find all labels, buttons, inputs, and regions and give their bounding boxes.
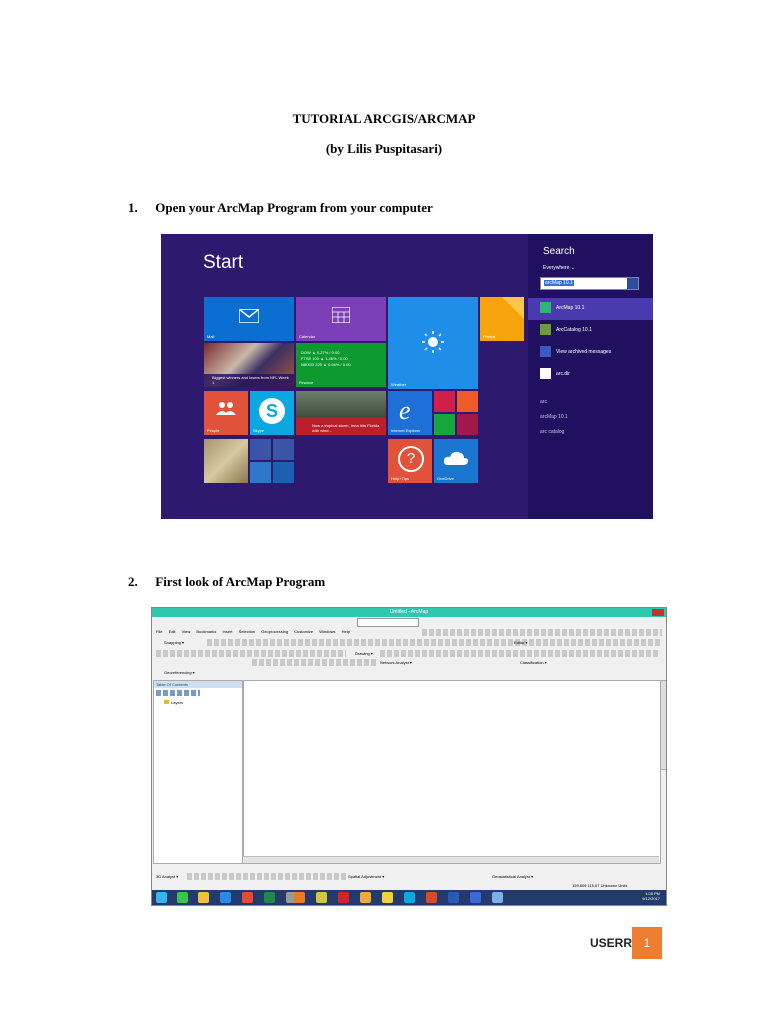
app-icon[interactable] [360, 892, 371, 903]
search-result-label: arc.dir [556, 370, 570, 377]
help-tile-label: Help+Tips [391, 476, 409, 481]
step-2 [128, 574, 325, 590]
finance-row: FTSE 100 ▲ 1.46% / 0.00 [301, 356, 348, 361]
internet-explorer-icon: e [399, 396, 411, 425]
finance-row: NIKKEI 225 ▲ 0.66% / 0.00 [301, 362, 351, 367]
menu-customize[interactable]: Customize [294, 629, 314, 634]
taskbar-clock[interactable] [642, 891, 660, 901]
photos-tile [480, 297, 524, 341]
windows-taskbar [152, 890, 666, 905]
spatial-adjustment-toolbar[interactable]: Spatial Adjustment ▾ [348, 874, 385, 879]
search-result-arcdir[interactable] [540, 368, 570, 379]
people-tile-label: People [207, 428, 220, 433]
calendar-tile-label: Calendar [299, 334, 316, 339]
step-2-number: 2. [128, 574, 138, 589]
menu-file[interactable]: File [156, 629, 163, 634]
photos-corner-shape [502, 297, 524, 319]
network-analyst-toolbar[interactable]: Network Analyst ▾ [380, 660, 412, 665]
excel-icon[interactable] [264, 892, 275, 903]
people-tile [204, 391, 248, 435]
search-scope[interactable] [543, 265, 575, 271]
reader-tile [273, 462, 294, 483]
arcmap-titlebar [152, 608, 666, 617]
layers-icon [164, 700, 169, 704]
menu-windows[interactable]: Windows [319, 629, 336, 634]
search-icon[interactable] [627, 278, 638, 289]
camera-tile [457, 414, 478, 435]
skype-tile-label: Skype [253, 428, 265, 433]
photos-tile-label: Photos [483, 334, 496, 339]
file-icon [540, 368, 551, 379]
sports-tile [204, 343, 294, 387]
weather-tile-label: Weather [391, 382, 407, 387]
toolbar-strip[interactable] [207, 639, 662, 646]
clock-date: 9/12/2017 [642, 896, 660, 901]
flag-icon [540, 346, 551, 357]
search-result-label: ArcMap 10.1 [556, 304, 585, 311]
search-icon[interactable] [492, 892, 503, 903]
news-tile-label: Now a tropical storm, Irma hits Florida with wind... [312, 423, 380, 433]
store-tile [250, 462, 271, 483]
search-query: arcMap 10.1 [545, 280, 573, 286]
powerpoint-icon[interactable] [426, 892, 437, 903]
menu-help[interactable]: Help [341, 629, 350, 634]
side-dock[interactable] [660, 680, 667, 770]
music-tile [457, 391, 478, 412]
search-result-arccatalog[interactable] [540, 324, 592, 335]
arcmap-screenshot [151, 607, 667, 906]
toc-toolbar[interactable] [156, 690, 200, 696]
georeferencing-toolbar[interactable]: Georeferencing ▾ [164, 670, 195, 675]
calendar-tile [296, 297, 386, 341]
clock-time: 1:28 PM [645, 891, 660, 896]
chevron-down-icon: ⌄ [570, 265, 575, 271]
scale-combobox[interactable] [357, 618, 419, 627]
cloud-icon [443, 450, 469, 466]
menu-view[interactable]: View [181, 629, 191, 634]
step-1-text: Open your ArcMap Program from your computer [155, 200, 433, 215]
search-result-arcmap[interactable] [540, 302, 584, 313]
search-input[interactable] [540, 277, 639, 290]
search-result-label: View archived messages [556, 348, 612, 355]
start-label: Start [203, 252, 244, 273]
step-1-number: 1. [128, 200, 138, 215]
ie-tile-label: Internet Explorer [391, 428, 421, 433]
drawing-toolbar[interactable]: Drawing ▾ [355, 651, 373, 656]
toolbar-strip[interactable] [380, 650, 660, 657]
sun-icon [422, 331, 444, 353]
onedrive-tile-label: OneDrive [437, 476, 454, 481]
skype-tile [250, 391, 294, 435]
sports-tile-label: Biggest winners and losers from NFL Week 1 [212, 375, 289, 385]
search-pane-title: Search [543, 246, 575, 257]
toolbar-strip[interactable] [156, 650, 346, 657]
editor-toolbar[interactable]: Editor ▾ [514, 640, 528, 645]
desktop-tile [204, 439, 248, 483]
windows-logo-icon[interactable] [156, 892, 167, 903]
toolbar-strip[interactable] [422, 629, 662, 636]
footer-user: USERR [590, 936, 633, 950]
geostatistical-analyst-toolbar[interactable]: Geostatistical Analyst ▾ [492, 874, 534, 879]
arcmap-window-title: Untitled - ArcMap [389, 609, 429, 615]
help-icon: ? [398, 446, 424, 472]
mail-tile-label: Mail [207, 334, 215, 339]
map-view[interactable] [243, 680, 661, 864]
menu-edit[interactable]: Edit [168, 629, 176, 634]
search-result-label: ArcCatalog 10.1 [556, 326, 592, 333]
classification-toolbar[interactable]: Classification ▾ [520, 660, 547, 665]
doc-title: TUTORIAL ARCGIS/ARCMAP [292, 111, 476, 126]
calendar-icon [332, 307, 350, 323]
start-screen-screenshot [161, 234, 653, 519]
word-icon[interactable] [448, 892, 459, 903]
opera-icon[interactable] [338, 892, 349, 903]
search-scope-label: Everywhere [543, 265, 570, 271]
menu-selection[interactable]: Selection [238, 629, 256, 634]
internet-explorer-icon[interactable] [220, 892, 231, 903]
search-pane [528, 234, 653, 519]
close-button[interactable] [652, 609, 664, 616]
pc-settings-tile [250, 439, 271, 460]
app-icon[interactable] [470, 892, 481, 903]
line-icon[interactable] [177, 892, 188, 903]
onedrive-tile [434, 439, 478, 483]
page-number: 1 [632, 927, 662, 959]
map-scrollbar[interactable] [243, 856, 659, 863]
settings-tile [273, 439, 294, 460]
skype-icon: S [259, 398, 285, 424]
3d-analyst-toolbar[interactable]: 3D Analyst ▾ [156, 874, 179, 879]
mail-icon [239, 309, 259, 323]
finance-tile-label: Finance [299, 380, 314, 385]
snapping-toolbar[interactable]: Snapping ▾ [164, 640, 185, 645]
menu-bookmarks[interactable]: Bookmarks [196, 629, 217, 634]
search-suggestion[interactable]: arc catalog [540, 429, 565, 435]
toc-title: Table Of Contents [154, 681, 242, 688]
step-2-text: First look of ArcMap Program [155, 574, 326, 589]
games-tile [434, 414, 455, 435]
search-suggestion[interactable]: arcMap 10.1 [540, 414, 568, 420]
ie-tile [388, 391, 432, 435]
arccatalog-icon [540, 324, 551, 335]
menu-bar [156, 629, 355, 634]
folder-icon[interactable] [198, 892, 209, 903]
finance-tile [296, 343, 386, 387]
status-coords: 159.606 115.07 Unknown Units [572, 883, 628, 888]
search-result-messages[interactable] [540, 346, 611, 357]
firefox-icon[interactable] [294, 892, 305, 903]
video-tile [434, 391, 455, 412]
menu-insert[interactable]: Insert [222, 629, 233, 634]
toolbar-strip[interactable] [252, 659, 377, 666]
messenger-icon[interactable] [382, 892, 393, 903]
mail-tile [204, 297, 294, 341]
arcmap-icon [540, 302, 551, 313]
toc-layers-label: Layers [171, 700, 184, 705]
help-tile [388, 439, 432, 483]
table-of-contents [153, 680, 243, 864]
doc-author: (by Lilis Puspitasari) [325, 141, 443, 156]
finance-row: DOW ▲ 0.27% / 0.00 [301, 350, 340, 355]
skype-icon[interactable] [404, 892, 415, 903]
weather-tile [388, 297, 478, 389]
toolbar-strip[interactable] [187, 873, 347, 880]
news-tile [296, 391, 386, 435]
people-icon [215, 401, 237, 415]
toc-layers[interactable] [164, 700, 183, 705]
menu-geoprocessing[interactable]: Geoprocessing [261, 629, 289, 634]
chrome-icon[interactable] [242, 892, 253, 903]
app-icon[interactable] [316, 892, 327, 903]
search-suggestion[interactable]: arc [540, 399, 547, 405]
step-1 [128, 200, 433, 216]
